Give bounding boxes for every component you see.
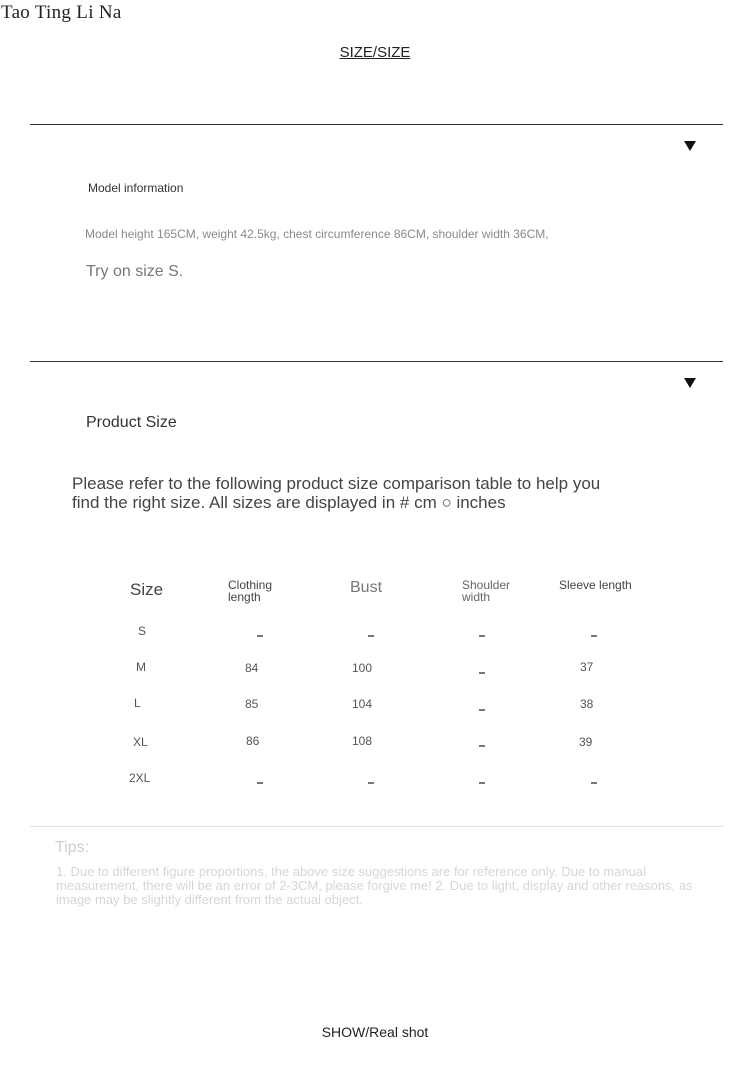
empty-cell-dash [257,782,263,784]
tips-label: Tips: [55,839,90,856]
page-title-text: SIZE/SIZE [339,44,411,61]
empty-cell-dash [479,745,485,747]
table-cell-sleeve: 38 [580,697,594,711]
header-clothing-length-line2: length [228,590,261,604]
table-cell-bust: 100 [352,661,373,675]
table-row-size: 2XL [129,771,151,785]
empty-cell-dash [479,782,485,784]
table-row-size: S [138,624,147,638]
header-sleeve-length: Sleeve length [559,578,632,592]
empty-cell-dash [479,672,485,674]
header-shoulder-width [462,579,510,603]
table-row-size: M [136,660,146,674]
empty-cell-dash [591,635,597,637]
empty-cell-dash [591,782,597,784]
header-clothing-length [228,579,272,603]
tips-text: 1. Due to different figure proportions, the above size suggestions are for reference only. Due to manual measurement, there will be an error of 2-3CM, please forgive me! 2. Due to light, display and other reasons, as image may be slightly different from the actual object. [56,865,693,907]
empty-cell-dash [368,635,374,637]
table-cell-bust: 108 [352,734,373,748]
table-cell-length: 85 [245,697,259,711]
table-cell-sleeve: 37 [580,660,594,674]
divider [30,361,723,362]
divider [30,124,723,125]
empty-cell-dash [479,709,485,711]
empty-cell-dash [257,635,263,637]
header-shoulder-width-line2: width [462,590,491,604]
page-title [0,44,750,61]
table-cell-sleeve: 39 [579,735,593,749]
product-size-label: Product Size [86,414,177,431]
table-row-size: XL [133,735,148,749]
collapse-triangle-icon[interactable] [684,141,696,151]
header-size: Size [130,580,164,599]
table-cell-length: 86 [246,734,260,748]
model-try-on-size: Try on size S. [86,263,184,280]
model-description: Model height 165CM, weight 42.5kg, chest circumference 86CM, shoulder width 36CM, [85,227,549,241]
header-shoulder-width-line1: Shoulder [462,578,511,592]
empty-cell-dash [479,635,485,637]
table-row-size: L [134,696,141,710]
model-info-label: Model information [88,181,184,195]
real-shot-title: SHOW/Real shot [321,1024,429,1040]
header-bust: Bust [350,579,383,596]
table-cell-length: 84 [245,661,259,675]
empty-cell-dash [368,782,374,784]
product-size-intro: Please refer to the following product size comparison table to help you find the right size. All sizes are displayed in # cm ○ inches [72,474,601,512]
table-cell-bust: 104 [352,697,373,711]
header-clothing-length-line1: Clothing [228,578,273,592]
brand-name: Tao Ting Li Na [1,2,122,23]
collapse-triangle-icon[interactable] [684,378,696,388]
divider [30,826,723,827]
